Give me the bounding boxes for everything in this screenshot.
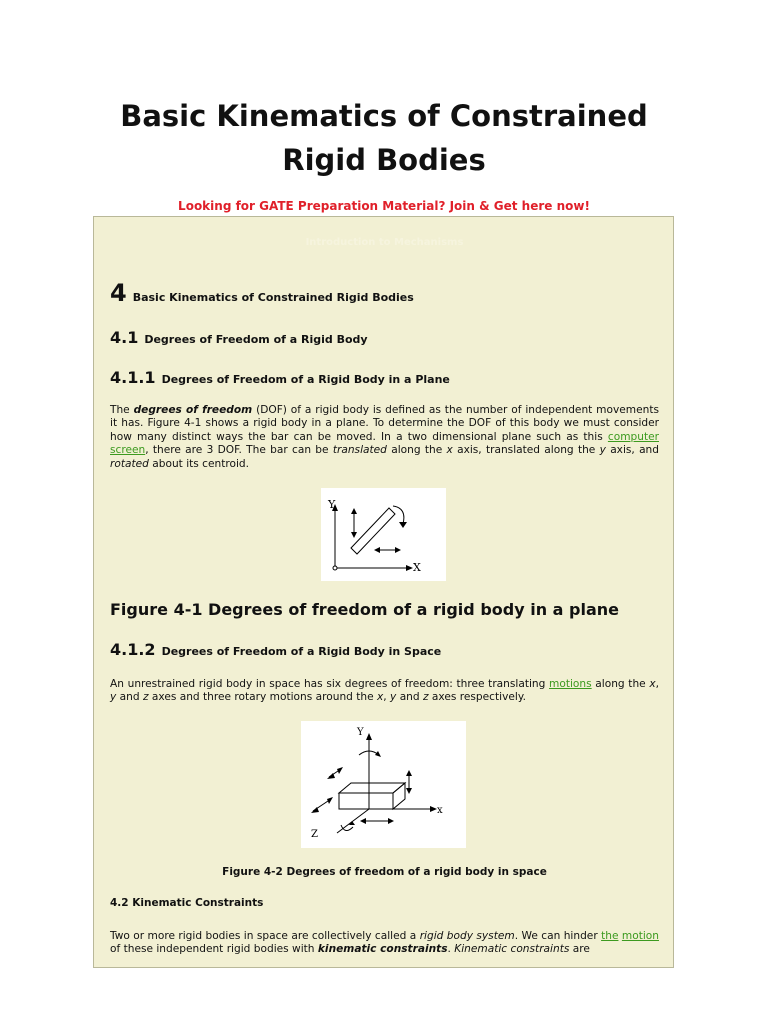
text: along the (591, 678, 650, 690)
section-4-1-1-title: Degrees of Freedom of a Rigid Body in a Plane (161, 373, 450, 386)
text: are (569, 943, 590, 956)
section-4-1-2-heading (110, 640, 441, 659)
section-4-1-title: Degrees of Freedom of a Rigid Body (144, 333, 368, 346)
term-translated: translated (332, 444, 387, 457)
text: about its centroid. (148, 457, 250, 470)
var-x: x (446, 444, 453, 457)
section-4-1-1-heading (110, 368, 450, 387)
section-4-2-heading: 4.2 Kinematic Constraints (110, 897, 264, 909)
text: axes and three rotary motions around the (148, 691, 378, 704)
panel-header: Introduction to Mechanisms (305, 237, 464, 248)
figure-4-1-caption: Figure 4-1 Degrees of freedom of a rigid body in a plane (110, 600, 619, 619)
fig2-z-axis-label: Z (311, 829, 318, 840)
var-x: x (377, 691, 384, 704)
var-x: x (649, 678, 656, 690)
section-4-1-number: 4.1 (110, 328, 139, 347)
var-z: z (142, 691, 149, 704)
text: Two or more rigid bodies in space are collectively called a (110, 930, 420, 942)
text: along the (386, 444, 447, 457)
section-4-1-2-number: 4.1.2 (110, 640, 156, 659)
computer-screen-link[interactable]: computer screen (110, 430, 659, 457)
text: , there are 3 DOF. The bar can be (145, 444, 333, 457)
var-y: y (599, 444, 606, 457)
fig1-x-axis-label: X (413, 561, 421, 574)
term-rigid-body-system: rigid body system (419, 930, 515, 942)
figure-4-2-image (301, 721, 466, 848)
var-y: y (390, 691, 397, 704)
text: An unrestrained rigid body in space has six degrees of freedom: three translating (110, 678, 550, 690)
section-4-number: 4 (110, 279, 127, 307)
text: axes respectively. (428, 691, 526, 704)
text: (DOF) of a rigid body is defined as the number of independent movements it has. Figure 4-1 shows a rigid body in a plane. To determine the DOF of this body we must consider how many distinct ways the bar can be moved. In a two dimensional plane such as this (110, 404, 659, 443)
section-4-1-1-number: 4.1.1 (110, 368, 156, 387)
section-4-1-heading (110, 328, 368, 347)
figure-4-2-caption: Figure 4-2 Degrees of freedom of a rigid body in space (222, 866, 547, 878)
term-rotated: rotated (110, 457, 149, 470)
paragraph-dof-plane (110, 404, 659, 471)
promo-banner-link[interactable]: Looking for GATE Preparation Material? Join & Get here now! (178, 199, 590, 213)
fig2-x-axis-label: x (437, 805, 443, 816)
planar-dof-diagram (321, 488, 446, 581)
title-line-1: Basic Kinematics of Constrained (120, 99, 648, 133)
text: and (396, 691, 423, 704)
text: . (447, 943, 455, 956)
fig1-y-axis-label: Y (328, 498, 336, 511)
paragraph-kinematic-constraints (110, 930, 659, 957)
content-panel (93, 216, 674, 968)
section-4-heading (110, 279, 414, 307)
text: . We can hinder (514, 930, 602, 942)
fig2-y-axis-label: Y (357, 727, 364, 738)
title-line-2: Rigid Bodies (282, 143, 486, 177)
var-z: z (423, 691, 429, 704)
term-dof: degrees of freedom (133, 404, 253, 416)
figure-4-1-image (321, 488, 446, 581)
text: and (116, 691, 143, 704)
text: , (655, 678, 659, 690)
term-kinematic-constraints: kinematic constraints (317, 943, 448, 956)
paragraph-dof-space (110, 678, 659, 705)
text: , (383, 691, 391, 704)
text: axis, translated along the (452, 444, 600, 457)
text: The (110, 404, 134, 416)
text: axis, and (605, 444, 659, 457)
section-4-1-2-title: Degrees of Freedom of a Rigid Body in Space (161, 645, 442, 658)
motions-link[interactable]: motions (549, 678, 592, 690)
term-kinematic-constraints-italic: Kinematic constraints (454, 943, 570, 956)
section-4-title: Basic Kinematics of Constrained Rigid Bodies (132, 291, 414, 304)
the-motion-link-part-1[interactable]: the (601, 930, 619, 942)
the-motion-link-part-2[interactable]: motion (621, 930, 659, 942)
var-y: y (110, 691, 117, 704)
spatial-dof-diagram (301, 721, 466, 848)
text: of these independent rigid bodies with (110, 943, 318, 956)
page-title (0, 94, 768, 182)
